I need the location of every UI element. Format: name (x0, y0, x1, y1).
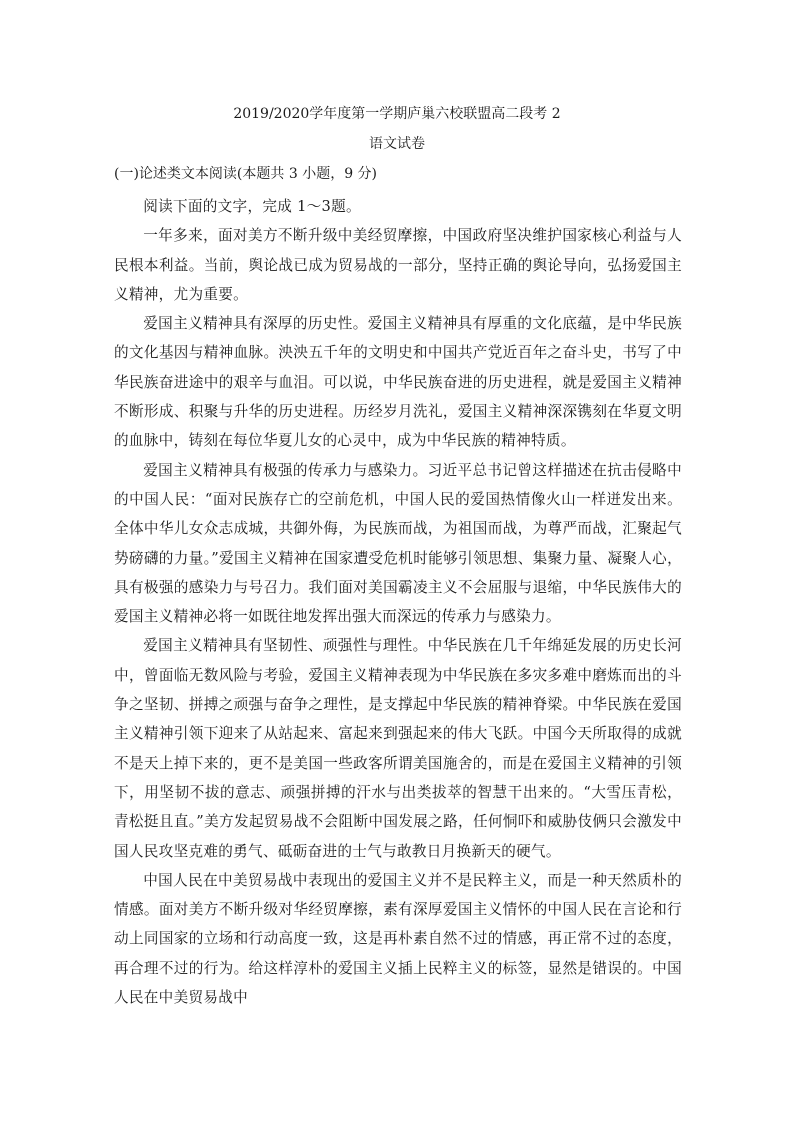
exam-subtitle: 语文试卷 (369, 136, 425, 152)
reading-passage (114, 192, 682, 1012)
exam-title: 2019/2020学年度第一学期庐巢六校联盟高二段考 2 (233, 106, 561, 122)
paragraph-4: 爱国主义精神具有坚韧性、顽强性与理性。中华民族在几千年绵延发展的历史长河中，曾面临无数风险与考验，爱国主义精神表现为中华民族在多灾多难中磨炼而出的斗争之坚韧、拼搏之顽强与奋争之理性，是支撑起中华民族的精神脊梁。中华民族在爱国主义精神引领下迎来了从站起来、富起来到强起来的伟大飞跃。中国今天所取得的成就不是天上掉下来的，更不是美国一些政客所谓美国施舍的，而是在爱国主义精神的引领下，用坚韧不拔的意志、顽强拼搏的汗水与出类拔萃的智慧干出来的。“大雪压青松，青松挺且直。”美方发起贸易战不会阻断中国发展之路，任何恫吓和威胁伎俩只会激发中国人民攻坚克难的勇气、砥砺奋进的士气与敢教日月换新天的硬气。 (114, 637, 682, 860)
paragraph-2: 爱国主义精神具有深厚的历史性。爱国主义精神具有厚重的文化底蕴，是中华民族的文化基因与精神血脉。泱泱五千年的文明史和中国共产党近百年之奋斗史，书写了中华民族奋进途中的艰辛与血泪。可以说，中华民族奋进的历史进程，就是爱国主义精神不断形成、积聚与升华的历史进程。历经岁月洗礼，爱国主义精神深深镌刻在华夏文明的血脉中，铸刻在每位华夏儿女的心灵中，成为中华民族的精神特质。 (114, 315, 682, 450)
paragraph-3: 爱国主义精神具有极强的传承力与感染力。习近平总书记曾这样描述在抗击侵略中的中国人民：“面对民族存亡的空前危机，中国人民的爱国热情像火山一样迸发出来。全体中华儿女众志成城，共御外侮，为民族而战，为祖国而战，为尊严而战，汇聚起气势磅礴的力量。”爱国主义精神在国家遭受危机时能够引领思想、集聚力量、凝聚人心，具有极强的感染力与号召力。我们面对美国霸凌主义不会屈服与退缩，中华民族伟大的爱国主义精神必将一如既往地发挥出强大而深远的传承力与感染力。 (114, 461, 682, 626)
paragraph-1: 一年多来，面对美方不断升级中美经贸摩擦，中国政府坚决维护国家核心利益与人民根本利益。当前，舆论战已成为贸易战的一部分，坚持正确的舆论导向，弘扬爱国主义精神，尤为重要。 (114, 227, 682, 303)
instruction-paragraph: 阅读下面的文字，完成 1～3题。 (143, 198, 361, 215)
section-heading: (一)论述类文本阅读(本题共 3 小题，9 分) (114, 166, 378, 182)
paragraph-5: 中国人民在中美贸易战中表现出的爱国主义并不是民粹主义，而是一种天然质朴的情感。面对美方不断升级对华经贸摩擦，素有深厚爱国主义情怀的中国人民在言论和行动上同国家的立场和行动高度一致，这是再朴素自然不过的情感，再正常不过的态度，再合理不过的行为。给这样淳朴的爱国主义插上民粹主义的标签，显然是错误的。中国人民在中美贸易战中 (114, 871, 682, 1007)
